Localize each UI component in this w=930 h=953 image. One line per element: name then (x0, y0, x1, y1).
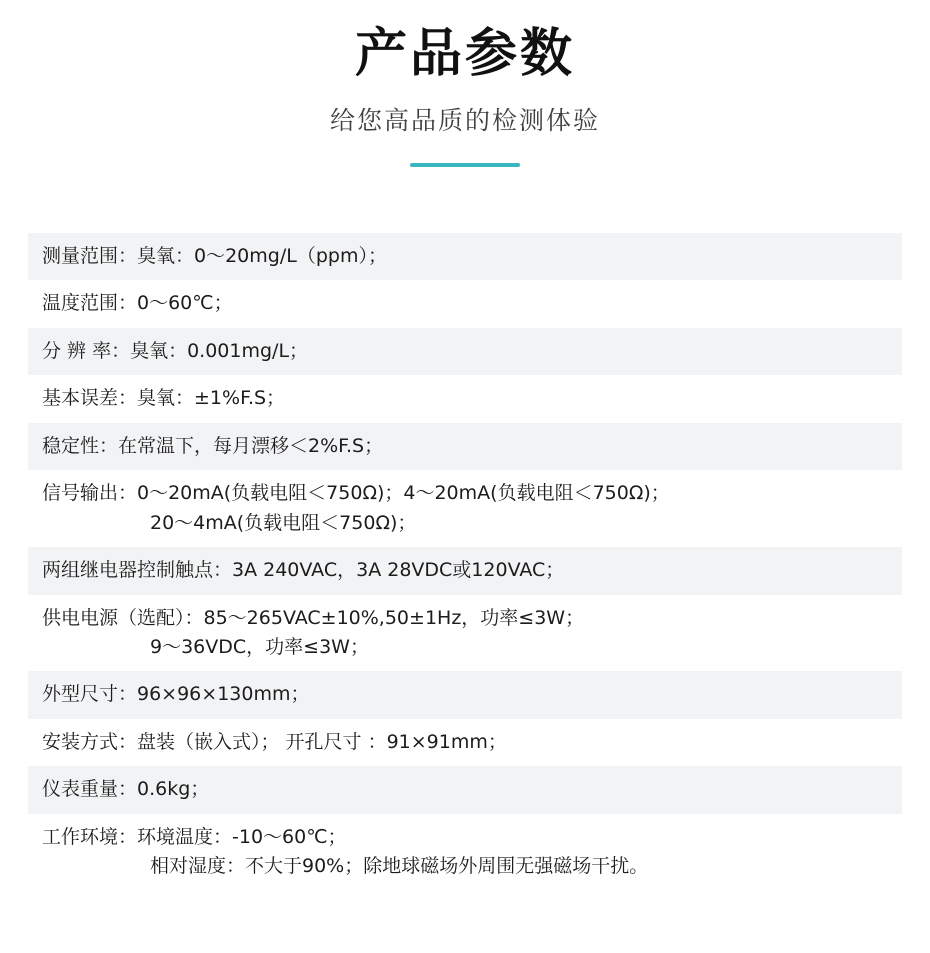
spec-text: 工作环境：环境温度：-10～60℃； (42, 825, 347, 848)
spec-text-continued: 20～4mA(负载电阻＜750Ω)； (150, 511, 417, 534)
spec-text: 供电电源（选配）：85～265VAC±10%,50±1Hz，功率≤3W； (42, 606, 585, 629)
spec-list (0, 233, 930, 891)
spec-text: 仪表重量：0.6kg； (42, 778, 210, 801)
page-subtitle: 给您高品质的检测体验 (329, 106, 600, 135)
spec-row (28, 423, 902, 470)
spec-text-continued: 相对湿度：不大于90%；除地球磁场外周围无强磁场干扰。 (150, 855, 649, 878)
spec-row (28, 233, 902, 280)
spec-text-continued: 9～36VDC，功率≤3W； (150, 635, 369, 658)
spec-text: 基本误差：臭氧：±1%F.S； (42, 387, 286, 410)
spec-text: 温度范围：0～60℃； (42, 292, 233, 315)
spec-row (28, 814, 902, 891)
spec-text: 分 辨 率：臭氧：0.001mg/L； (42, 339, 309, 362)
spec-row (28, 375, 902, 422)
spec-row (28, 470, 902, 547)
page-title: 产品参数 (354, 24, 575, 84)
spec-row (28, 719, 902, 766)
spec-row (28, 280, 902, 327)
spec-text: 测量范围：臭氧：0～20mg/L（ppm）； (42, 245, 387, 267)
spec-row (28, 671, 902, 718)
title-divider (410, 163, 520, 167)
spec-row (28, 595, 902, 672)
page-header (0, 0, 930, 167)
spec-text: 安装方式：盘装（嵌入式）； 开孔尺寸 ：91×91mm； (42, 730, 507, 753)
spec-text: 外型尺寸：96×96×130mm； (42, 683, 310, 706)
spec-row (28, 328, 902, 375)
spec-text: 信号输出：0～20mA(负载电阻＜750Ω)；4～20mA(负载电阻＜750Ω)； (42, 482, 670, 505)
spec-text: 稳定性：在常温下，每月漂移＜2%F.S； (42, 434, 384, 457)
spec-row (28, 547, 902, 594)
spec-row (28, 766, 902, 813)
spec-text: 两组继电器控制触点：3A 240VAC，3A 28VDC或120VAC； (42, 559, 565, 582)
